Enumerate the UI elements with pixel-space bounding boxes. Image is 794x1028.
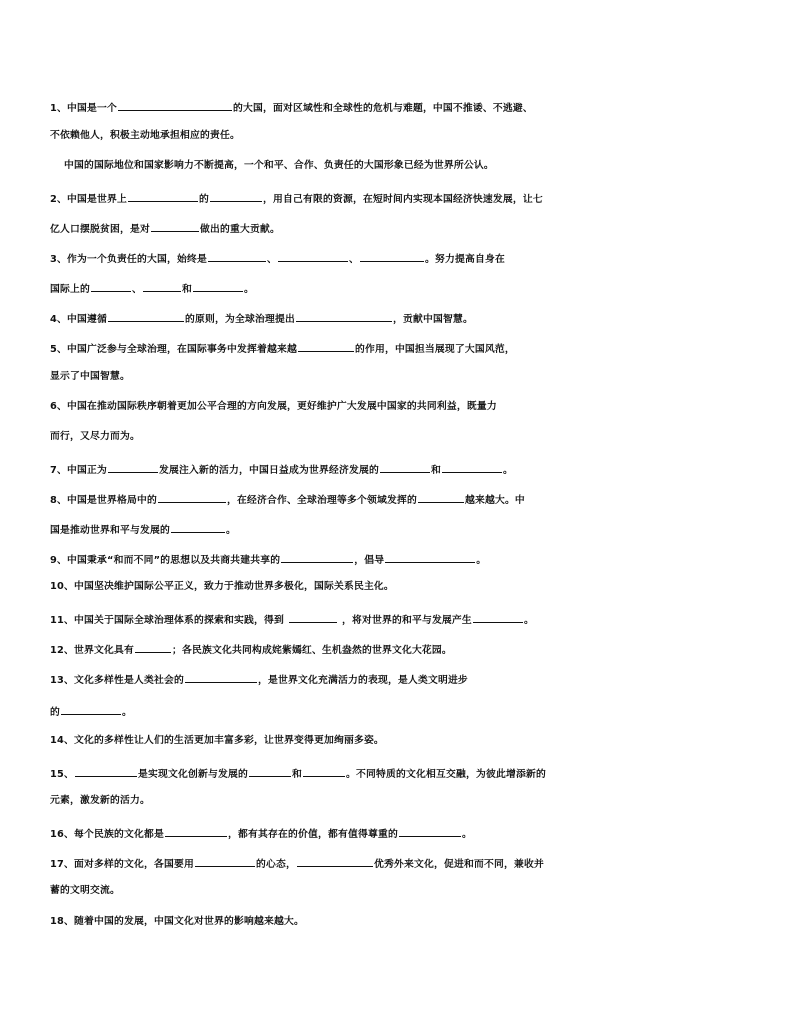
question-2-line-1 — [50, 187, 760, 209]
fill-in-blank[interactable] — [442, 458, 502, 473]
question-14-line-1 — [50, 732, 760, 750]
question-text: 和 — [430, 465, 441, 476]
question-text: 的原则，为全球治理提出 — [185, 314, 295, 325]
question-7-line-1 — [50, 458, 760, 480]
question-10-line-1 — [50, 578, 760, 596]
question-text: ，贡献中国智慧。 — [392, 314, 473, 325]
question-text: 越来越大。中 — [464, 495, 525, 506]
fill-in-blank[interactable] — [91, 277, 131, 292]
question-17-line-2 — [50, 882, 760, 900]
question-text: 国是推动世界和平与发展的 — [50, 525, 170, 536]
question-11-line-1 — [50, 608, 760, 630]
fill-in-blank[interactable] — [399, 822, 461, 837]
fill-in-blank[interactable] — [185, 668, 257, 683]
question-text: 。 — [523, 615, 534, 626]
question-text: 10、中国坚决维护国际公平正义，致力于推动世界多极化，国际关系民主化。 — [50, 581, 394, 592]
question-text: 发展注入新的活力，中国日益成为世界经济发展的 — [159, 465, 379, 476]
question-8-line-1 — [50, 488, 760, 510]
question-text: 。 — [476, 555, 487, 566]
question-text: 蓄的文明交流。 — [50, 885, 120, 896]
question-text: 7、中国正为 — [50, 465, 108, 476]
question-text: 5、中国广泛参与全球治理，在国际事务中发挥着越来越 — [50, 344, 297, 355]
question-text: ，是世界文化充满活力的表现，是人类文明进步 — [258, 675, 468, 686]
fill-in-blank[interactable] — [118, 96, 232, 111]
question-text: 16、每个民族的文化都是 — [50, 829, 165, 840]
fill-in-blank[interactable] — [195, 852, 255, 867]
question-text: 1、中国是一个 — [50, 103, 117, 114]
fill-in-blank[interactable] — [385, 548, 475, 563]
question-text: 和 — [292, 769, 302, 780]
question-16-line-1 — [50, 822, 760, 844]
question-text: 而行，又尽力而为。 — [50, 431, 140, 442]
question-text: 17、面对多样的文化，各国要用 — [50, 859, 194, 870]
question-6-line-2 — [50, 428, 760, 446]
fill-in-blank[interactable] — [380, 458, 430, 473]
fill-in-blank[interactable] — [171, 518, 225, 533]
question-text: 。 — [244, 284, 254, 295]
question-text: 3、作为一个负责任的大国，始终是 — [50, 254, 207, 265]
fill-in-blank[interactable] — [75, 762, 137, 777]
question-text: 。不同特质的文化相互交融，为彼此增添新的 — [346, 769, 546, 780]
question-1-note — [64, 157, 774, 175]
question-text: 13、文化多样性是人类社会的 — [50, 675, 184, 686]
question-15-line-2 — [50, 792, 760, 810]
fill-in-blank[interactable] — [193, 277, 243, 292]
fill-in-blank[interactable] — [249, 762, 291, 777]
question-12-line-1 — [50, 638, 760, 660]
question-1-line-1 — [50, 96, 760, 118]
question-text: 中国的国际地位和国家影响力不断提高，一个和平、合作、负责任的大国形象已经为世界所公认。 — [64, 160, 494, 171]
question-4-line-1 — [50, 307, 760, 329]
question-text: ，用自己有限的资源，在短时间内实现本国经济快速发展，让七 — [263, 194, 543, 205]
question-text: 。努力提高自身在 — [424, 254, 505, 265]
question-text: ；各民族文化共同构成姹紫嫣红、生机盎然的世界文化大花园。 — [172, 645, 452, 656]
fill-in-blank[interactable] — [296, 307, 392, 322]
fill-in-blank[interactable] — [208, 247, 266, 262]
fill-in-blank[interactable] — [108, 458, 158, 473]
question-text: 国际上的 — [50, 284, 90, 295]
question-text: 15、 — [50, 769, 75, 780]
fill-in-blank[interactable] — [298, 337, 354, 352]
question-3-line-1 — [50, 247, 760, 269]
fill-in-blank[interactable] — [108, 307, 184, 322]
question-text: 和 — [182, 284, 192, 295]
question-text: 。 — [502, 465, 513, 476]
question-text: 11、中国关于国际全球治理体系的探索和实践，得到 — [50, 615, 284, 626]
question-text: 的 — [50, 707, 60, 718]
question-text: 2、中国是世界上 — [50, 194, 127, 205]
question-text: ，在经济合作、全球治理等多个领域发挥的 — [227, 495, 417, 506]
fill-in-blank[interactable] — [281, 548, 353, 563]
question-text: 不依赖他人，积极主动地承担相应的责任。 — [50, 130, 240, 141]
question-text: 、 — [266, 254, 277, 265]
question-text: 6、中国在推动国际秩序朝着更加公平合理的方向发展，更好维护广大发展中国家的共同利益，既量力 — [50, 401, 497, 412]
fill-in-blank[interactable] — [303, 762, 345, 777]
question-3-line-2 — [50, 277, 760, 299]
question-1-line-2 — [50, 127, 760, 145]
question-text: 。 — [122, 707, 132, 718]
question-text: 18、随着中国的发展，中国文化对世界的影响越来越大。 — [50, 916, 304, 927]
question-text: ，倡导 — [354, 555, 385, 566]
question-text: 做出的重大贡献。 — [199, 224, 280, 235]
fill-in-blank[interactable] — [128, 187, 198, 202]
question-text: 的心态， — [256, 859, 296, 870]
fill-in-blank[interactable] — [473, 608, 523, 623]
question-8-line-2 — [50, 518, 760, 540]
question-text: 优秀外来文化，促进和而不同，兼收并 — [374, 859, 544, 870]
question-18-line-1 — [50, 913, 760, 931]
fill-in-blank[interactable] — [278, 247, 348, 262]
question-text: 、 — [132, 284, 142, 295]
question-text: 14、文化的多样性让人们的生活更加丰富多彩，让世界变得更加绚丽多姿。 — [50, 735, 384, 746]
fill-in-blank[interactable] — [165, 822, 227, 837]
question-17-line-1 — [50, 852, 760, 874]
question-text: 。 — [461, 829, 472, 840]
question-text: 的 — [199, 194, 209, 205]
question-5-line-2 — [50, 368, 760, 386]
question-text: 、 — [348, 254, 359, 265]
fill-in-blank[interactable] — [135, 638, 171, 653]
question-text: 9、中国秉承“和而不同”的思想以及共商共建共享的 — [50, 555, 281, 566]
fill-in-blank[interactable] — [289, 608, 337, 623]
question-text: 的大国，面对区域性和全球性的危机与难题，中国不推诿、不逃避、 — [233, 103, 533, 114]
question-text: 。 — [225, 525, 236, 536]
question-15-line-1 — [50, 762, 760, 784]
fill-in-blank[interactable] — [418, 488, 464, 503]
fill-in-blank[interactable] — [210, 187, 262, 202]
question-text: 亿人口摆脱贫困，是对 — [50, 224, 150, 235]
question-5-line-1 — [50, 337, 760, 359]
question-text: 4、中国遵循 — [50, 314, 108, 325]
fill-in-blank[interactable] — [151, 217, 199, 232]
question-text: 元素，激发新的活力。 — [50, 795, 150, 806]
question-text: 显示了中国智慧。 — [50, 371, 130, 382]
question-text: ，将对世界的和平与发展产生 — [341, 615, 472, 626]
question-6-line-1 — [50, 398, 760, 416]
fill-in-blank[interactable] — [360, 247, 424, 262]
question-13-line-2 — [50, 700, 760, 722]
question-13-line-1 — [50, 668, 760, 690]
question-text: 8、中国是世界格局中的 — [50, 495, 157, 506]
question-9-line-1 — [50, 548, 760, 570]
question-2-line-2 — [50, 217, 760, 239]
fill-in-blank[interactable] — [61, 700, 121, 715]
fill-in-blank[interactable] — [143, 277, 181, 292]
question-text: 的作用，中国担当展现了大国风范， — [354, 344, 515, 355]
question-text: 是实现文化创新与发展的 — [138, 769, 248, 780]
fill-in-blank[interactable] — [297, 852, 373, 867]
fill-in-blank[interactable] — [158, 488, 226, 503]
question-text: ，都有其存在的价值，都有值得尊重的 — [228, 829, 398, 840]
question-text: 12、世界文化具有 — [50, 645, 135, 656]
